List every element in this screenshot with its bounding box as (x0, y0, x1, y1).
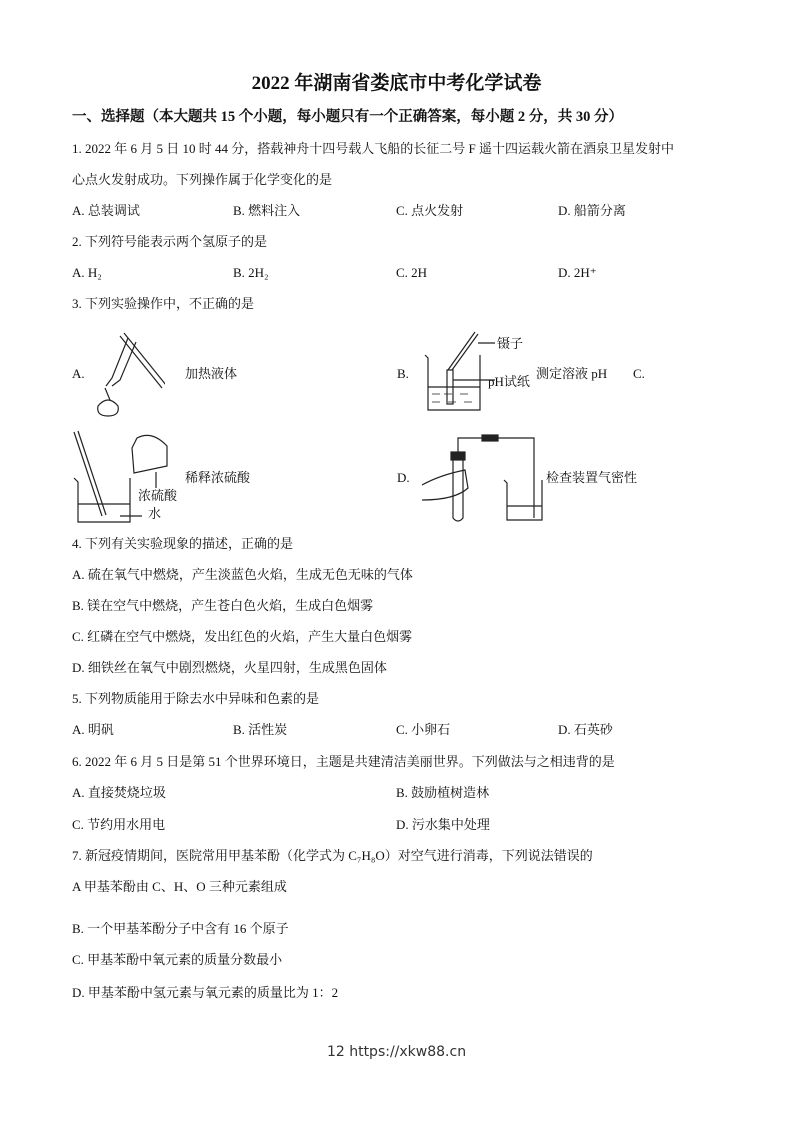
q2-option: C. 2H (396, 265, 428, 280)
q7-option: B. 一个甲基苯酚分子中含有 16 个原子 (72, 921, 289, 936)
q1-stem: 1. 2022 年 6 月 5 日 10 时 44 分，搭载神舟十四号载人飞船的长征二号 F 遥十四运载火箭在酒泉卫星发射中 (72, 141, 674, 156)
q3-c-letter: C. (633, 366, 645, 381)
q3-b-letter: B. (397, 366, 409, 381)
q2-option: B. 2H₂ (233, 265, 269, 280)
q4-stem: 4. 下列有关实验现象的描述，正确的是 (72, 536, 294, 551)
q3-a-caption: 加热液体 (185, 366, 238, 381)
q6-option: A. 直接焚烧垃圾 (72, 785, 166, 800)
q1-option: D. 船箭分离 (558, 203, 626, 218)
q3-d-caption: 检查装置气密性 (546, 470, 638, 485)
q4-option: A. 硫在氧气中燃烧，产生淡蓝色火焰，生成无色无味的气体 (72, 567, 413, 582)
ph-test-figure (420, 330, 495, 415)
q6-option: D. 污水集中处理 (396, 817, 490, 832)
q7-stem: 7. 新冠疫情期间，医院常用甲基苯酚（化学式为 C₇H₈O）对空气进行消毒，下列说法错误的 (72, 848, 593, 863)
q7-option: D. 甲基苯酚中氢元素与氧元素的质量比为 1：2 (72, 985, 339, 1000)
section-heading: 一、选择题（本大题共 15 个小题，每小题只有一个正确答案，每小题 2 分，共 30 分） (72, 109, 623, 125)
heating-liquid-figure (90, 328, 165, 418)
q5-option: D. 石英砂 (558, 722, 613, 737)
q4-option: B. 镁在空气中燃烧，产生苍白色火焰，生成白色烟雾 (72, 598, 374, 613)
q3-stem: 3. 下列实验操作中，不正确的是 (72, 296, 255, 311)
q1-stem: 心点火发射成功。下列操作属于化学变化的是 (72, 172, 333, 187)
acid-label: 浓硫酸 (138, 488, 178, 503)
airtightness-figure (420, 430, 545, 525)
q5-option: B. 活性炭 (233, 722, 288, 737)
q7-option: A 甲基苯酚由 C、H、O 三种元素组成 (72, 879, 287, 894)
page-title: 2022 年湖南省娄底市中考化学试卷 (251, 73, 542, 94)
q3-d-letter: D. (397, 470, 410, 485)
water-label: 水 (148, 506, 162, 521)
q3-c-caption: 稀释浓硫酸 (185, 470, 251, 485)
tweezers-label: 镊子 (497, 336, 524, 351)
q5-option: A. 明矾 (72, 722, 114, 737)
page-footer: 12 https://xkw88.cn (326, 1044, 467, 1060)
q1-option: C. 点火发射 (396, 203, 464, 218)
q2-option: A. H₂ (72, 265, 102, 280)
q4-option: D. 细铁丝在氧气中剧烈燃烧，火星四射，生成黑色固体 (72, 660, 387, 675)
q1-option: A. 总装调试 (72, 203, 140, 218)
q5-stem: 5. 下列物质能用于除去水中异味和色素的是 (72, 691, 320, 706)
q2-stem: 2. 下列符号能表示两个氢原子的是 (72, 234, 268, 249)
q1-option: B. 燃料注入 (233, 203, 301, 218)
q6-stem: 6. 2022 年 6 月 5 日是第 51 个世界环境日，主题是共建清洁美丽世界。下列做法与之相违背的是 (72, 754, 615, 769)
q7-option: C. 甲基苯酚中氧元素的质量分数最小 (72, 952, 283, 967)
q3-b-caption: 测定溶液 pH (536, 366, 608, 381)
q4-option: C. 红磷在空气中燃烧，发出红色的火焰，产生大量白色烟雾 (72, 629, 413, 644)
q2-option: D. 2H⁺ (558, 265, 597, 280)
ph-paper-label: pH试纸 (488, 374, 530, 389)
q6-option: B. 鼓励植树造林 (396, 785, 490, 800)
dilute-acid-figure (72, 428, 182, 528)
q6-option: C. 节约用水用电 (72, 817, 166, 832)
q5-option: C. 小卵石 (396, 722, 451, 737)
q3-a-letter: A. (72, 366, 85, 381)
